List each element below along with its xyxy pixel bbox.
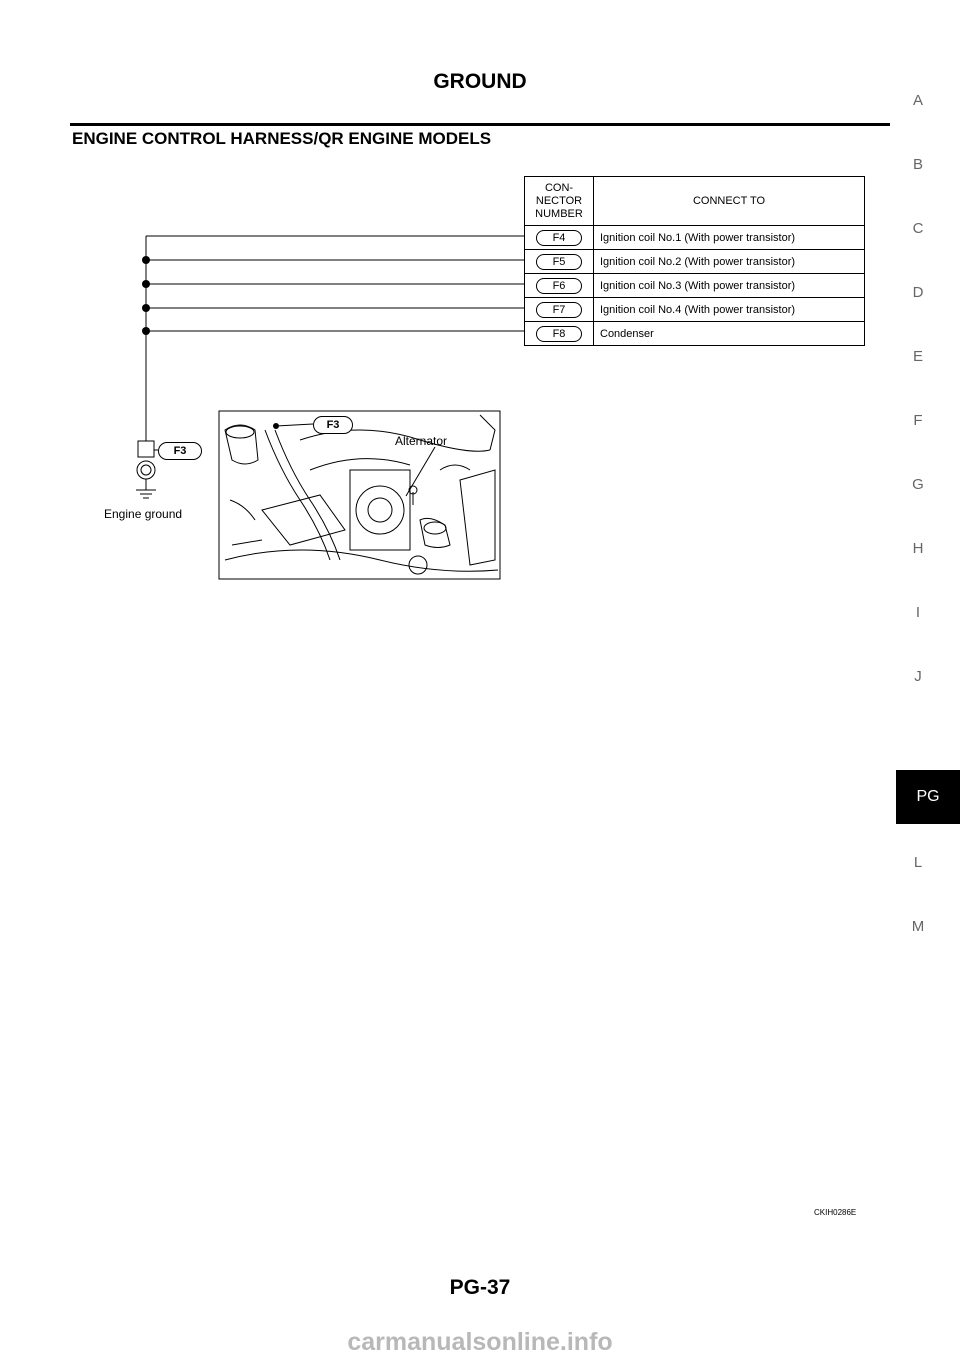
connect-to-cell: Ignition coil No.3 (With power transistor) bbox=[594, 274, 865, 298]
header-connect-to: CONNECT TO bbox=[594, 177, 865, 226]
watermark-text[interactable]: carmanualsonline.info bbox=[347, 1328, 613, 1356]
index-letter-i[interactable]: I bbox=[915, 604, 921, 621]
ground-terminal-inner bbox=[141, 465, 151, 475]
table-header-row bbox=[525, 177, 865, 226]
table-row bbox=[525, 274, 865, 298]
connector-pill-f8: F8 bbox=[536, 326, 582, 342]
connect-to-cell: Ignition coil No.2 (With power transistor) bbox=[594, 250, 865, 274]
index-letter-d[interactable]: D bbox=[912, 284, 924, 301]
connector-pill-f7: F7 bbox=[536, 302, 582, 318]
ground-connector-square bbox=[138, 441, 154, 457]
index-letter-a[interactable]: A bbox=[912, 92, 923, 109]
splice-dot-f8 bbox=[142, 327, 150, 335]
figure-code: CKIH0286E bbox=[814, 1208, 857, 1217]
page-number: PG-37 bbox=[449, 1276, 511, 1299]
connector-cell bbox=[525, 250, 594, 274]
page-header-title: GROUND bbox=[433, 70, 527, 93]
index-letter-b[interactable]: B bbox=[912, 156, 923, 173]
index-letter-h[interactable]: H bbox=[912, 540, 924, 557]
splice-dot-f7 bbox=[142, 304, 150, 312]
splice-dot-f6 bbox=[142, 280, 150, 288]
ground-connector-tag: F3 bbox=[158, 442, 202, 460]
table-row bbox=[525, 322, 865, 346]
index-letter-g[interactable]: G bbox=[912, 476, 924, 493]
table-row bbox=[525, 250, 865, 274]
index-letter-f[interactable]: F bbox=[913, 412, 923, 429]
connector-cell bbox=[525, 226, 594, 250]
connector-pill-f6: F6 bbox=[536, 278, 582, 294]
index-letter-e[interactable]: E bbox=[912, 348, 923, 365]
connector-table bbox=[524, 176, 865, 346]
index-letter-l[interactable]: L bbox=[913, 854, 923, 871]
photo-connector-tag: F3 bbox=[313, 416, 353, 434]
connector-pill-f5: F5 bbox=[536, 254, 582, 270]
header-connector-number-text: CON- NECTOR NUMBER bbox=[535, 181, 583, 220]
connector-cell bbox=[525, 322, 594, 346]
connector-cell bbox=[525, 298, 594, 322]
connector-pill-f4: F4 bbox=[536, 230, 582, 246]
index-letter-j[interactable]: J bbox=[914, 668, 922, 685]
engine-ground-label: Engine ground bbox=[104, 507, 183, 521]
ground-terminal-outer bbox=[137, 461, 155, 479]
table-row bbox=[525, 226, 865, 250]
alternator-label: Alternator bbox=[395, 434, 448, 448]
connect-to-cell: Ignition coil No.1 (With power transistor) bbox=[594, 226, 865, 250]
connector-cell bbox=[525, 274, 594, 298]
connect-to-cell: Ignition coil No.4 (With power transistor) bbox=[594, 298, 865, 322]
header-connector-number bbox=[525, 177, 594, 226]
connect-to-cell: Condenser bbox=[594, 322, 865, 346]
table-row bbox=[525, 298, 865, 322]
index-tab-pg-active[interactable]: PG bbox=[896, 770, 960, 824]
splice-dot-f5 bbox=[142, 256, 150, 264]
engine-bay-illustration bbox=[154, 411, 500, 579]
index-letter-c[interactable]: C bbox=[912, 220, 924, 237]
index-letter-m[interactable]: M bbox=[911, 918, 925, 935]
section-title: ENGINE CONTROL HARNESS/QR ENGINE MODELS bbox=[72, 129, 492, 148]
